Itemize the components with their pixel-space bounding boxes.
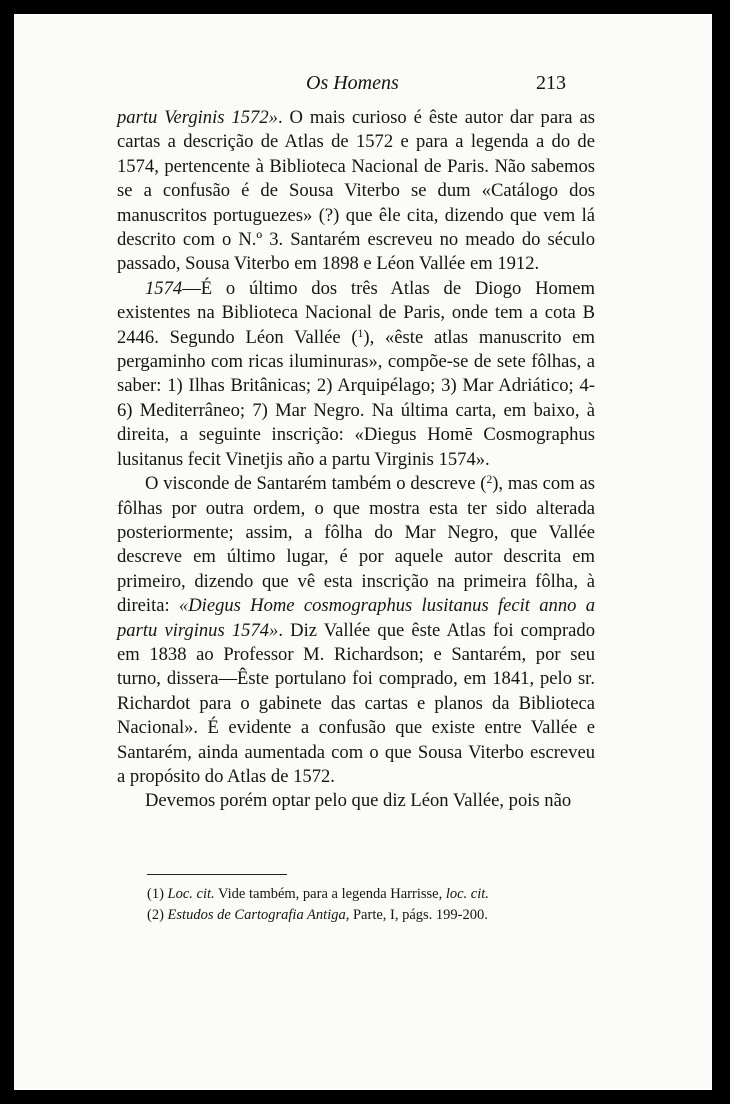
footnote-2-marker: (2) [147,907,164,923]
footnote-2 [147,905,607,926]
paragraph-1 [117,106,595,277]
paragraph-3-inscription: «Diegus Home cosmographus lusitanus fecit anno a partu virginus 1574» [117,595,595,641]
paragraph-2 [117,277,595,472]
page-number: 213 [536,72,566,94]
footnote-2-text: Parte, I, págs. 199-200. [349,907,488,923]
paragraph-4-text: Devemos porém optar pelo que diz Léon Vallée, pois não [145,790,572,812]
body-text [117,106,595,814]
paragraph-3-text-b: ), mas com as fôlhas por outra ordem, o que mostra esta ter sido alterada posteriormente; assim, a fôlha do Mar Negro, que Vallée descreve em último lugar, é por aquele autor descrita em primeiro, dizendo que vê esta inscrição na primeira fôlha, à direita: [117,473,595,617]
running-title: Os Homens [306,72,399,94]
footnote-2-italic: Estudos de Cartografia Antiga, [167,907,350,923]
paragraph-2-text-a: —É o último dos três Atlas de Diogo Homem existentes na Biblioteca Nacional de Paris, onde tem a cota B 2446. Segundo Léon Vallée ( [117,277,595,348]
book-page [14,14,712,1090]
paragraph-2-year: 1574 [145,277,183,299]
footnotes [147,884,607,926]
page-header [14,72,712,100]
footnote-1-marker: (1) [147,886,164,902]
paragraph-3-text-c: . Diz Vallée que êste Atlas foi comprado em 1838 ao Professor M. Richardson; e Santarém, por seu turno, dissera—Êste portulano foi comprado, em 1841, pelo sr. Richardot para o gabinete das cartas e planos da Biblioteca Nacional». É evidente a confusão que existe entre Vallée e Santarém, ainda aumentada com o que Sousa Viterbo escreveu a propósito do Atlas de 1572. [117,619,595,787]
footnote-1-italic: Loc. cit. [167,886,215,902]
paragraph-1-italic: partu Verginis 1572» [117,107,278,128]
paragraph-2-text-b: ), «êste atlas manuscrito em pergaminho com ricas iluminuras», compõe-se de sete fôlhas, a saber: 1) Ilhas Britânicas; 2) Arquipélago; 3) Mar Adriático; 4-6) Mediterrâneo; 7) Mar Negro. Na última carta, em baixo, à direita, a seguinte inscrição: «Diegus Homē Cosmographus lusitanus fecit Vinetjis año a partu Virginis 1574». [117,326,595,470]
footnote-1-italic-b: loc. cit. [445,886,489,902]
footnote-1 [147,884,607,905]
footnote-ref-1[interactable]: 1 [357,327,364,340]
footnote-1-text: Vide também, para a legenda Harrisse, [214,886,446,902]
paragraph-1-text: . O mais curioso é êste autor dar para as cartas a descrição de Atlas de 1572 e para a legenda a do de 1574, pertencente à Biblioteca Nacional de Paris. Não sabemos se a confusão é de Sousa Viterbo se dum «Catálogo dos manuscritos portuguezes» (?) que êle cita, dizendo que vem lá descrito com o N.º 3. Santarém escreveu no meado do século passado, Sousa Viterbo em 1898 e Léon Vallée em 1912. [117,107,595,275]
footnote-divider [147,874,287,875]
paragraph-3 [117,472,595,789]
footnote-ref-2[interactable]: 2 [486,474,493,487]
paragraph-4 [117,789,595,813]
paragraph-3-text-a: O visconde de Santarém também o descreve ( [145,473,487,495]
